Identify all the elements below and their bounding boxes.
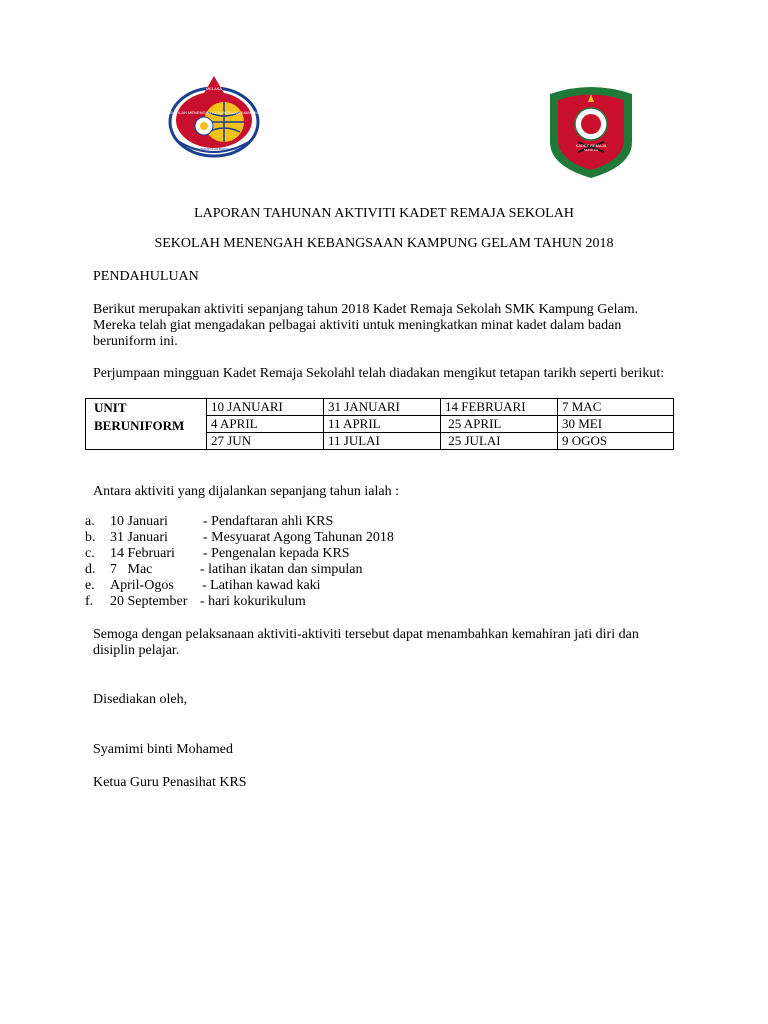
activity-desc: - Mesyuarat Agong Tahunan 2018	[203, 530, 394, 545]
schedule-table	[85, 398, 674, 450]
table-cell: 4 APRIL	[207, 416, 324, 433]
unit-label-line-1: UNIT	[94, 400, 127, 415]
meeting-intro: Perjumpaan mingguan Kadet Remaja Sekolahl telah diadakan mengikut tetapan tarikh seperti berikut:	[93, 366, 665, 381]
list-marker: e.	[85, 578, 95, 593]
signatory-position: Ketua Guru Penasihat KRS	[93, 775, 247, 790]
activity-date: 14 Februari	[110, 546, 175, 561]
table-cell: 30 MEI	[558, 416, 674, 433]
table-cell: 7 MAC	[558, 399, 674, 416]
table-cell: 25 APRIL	[441, 416, 558, 433]
activities-intro: Antara aktiviti yang dijalankan sepanjang tahun ialah :	[93, 484, 399, 499]
table-cell: 9 OGOS	[558, 433, 674, 450]
intro-para-line-2: Mereka telah giat mengadakan pelbagai aktiviti untuk meningkatkan minat kadet dalam badan	[93, 318, 622, 333]
list-marker: f.	[85, 594, 94, 609]
table-cell: 14 FEBRUARI	[441, 399, 558, 416]
table-cell: 11 APRIL	[324, 416, 441, 433]
crest-label: KADET REMAJA	[575, 143, 607, 148]
table-cell: 25 JULAI	[441, 433, 558, 450]
unit-label-line-2: BERUNIFORM	[94, 418, 185, 433]
intro-para-line-3: beruniform ini.	[93, 334, 178, 349]
activity-date: 7 Mac	[110, 562, 153, 577]
krs-crest-logo	[548, 84, 634, 180]
school-logo	[168, 70, 277, 170]
logo-band-text: SEKOLAH MENENGAH KEBANGSAAN KAMPUNG GELAM	[168, 110, 277, 115]
report-title: LAPORAN TAHUNAN AKTIVITI KADET REMAJA SEKOLAH	[194, 206, 574, 221]
activity-desc: - Pengenalan kepada KRS	[203, 546, 350, 561]
crest-label-2: SEKOLAH	[583, 148, 599, 152]
activity-date: 31 Januari	[110, 530, 168, 545]
intro-para-line-1: Berikut merupakan aktiviti sepanjang tahun 2018 Kadet Remaja Sekolah SMK Kampung Gelam.	[93, 302, 639, 317]
activity-date: 20 September	[110, 594, 188, 609]
activity-date: 10 Januari	[110, 514, 168, 529]
intro-heading: PENDAHULUAN	[93, 269, 199, 284]
list-marker: b.	[85, 530, 96, 545]
logo-top-text: MELAKA	[205, 86, 223, 91]
closing-line-1: Semoga dengan pelaksanaan aktiviti-aktiviti tersebut dapat menambahkan kemahiran jati diri dan	[93, 627, 639, 642]
table-cell: 27 JUN	[207, 433, 324, 450]
table-cell: 10 JANUARI	[207, 399, 324, 416]
closing-line-2: disiplin pelajar.	[93, 643, 180, 658]
prepared-by: Disediakan oleh,	[93, 692, 188, 707]
unit-label-cell	[86, 399, 207, 450]
signatory-name: Syamimi binti Mohamed	[93, 742, 233, 757]
table-cell: 31 JANUARI	[324, 399, 441, 416]
activity-desc: - Latihan kawad kaki	[202, 578, 321, 593]
activity-desc: - hari kokurikulum	[200, 594, 306, 609]
list-marker: d.	[85, 562, 96, 577]
activity-date: April-Ogos	[110, 578, 174, 593]
table-row	[86, 399, 674, 416]
list-marker: a.	[85, 514, 95, 529]
activity-desc: - Pendaftaran ahli KRS	[203, 514, 334, 529]
list-marker: c.	[85, 546, 95, 561]
table-cell: 11 JULAI	[324, 433, 441, 450]
logo-bottom-text: BERILMU BERAKHLAK BERSEMANGAT	[186, 147, 242, 151]
activity-desc: - latihan ikatan dan simpulan	[200, 562, 363, 577]
school-title: SEKOLAH MENENGAH KEBANGSAAN KAMPUNG GELAM TAHUN 2018	[154, 236, 614, 251]
